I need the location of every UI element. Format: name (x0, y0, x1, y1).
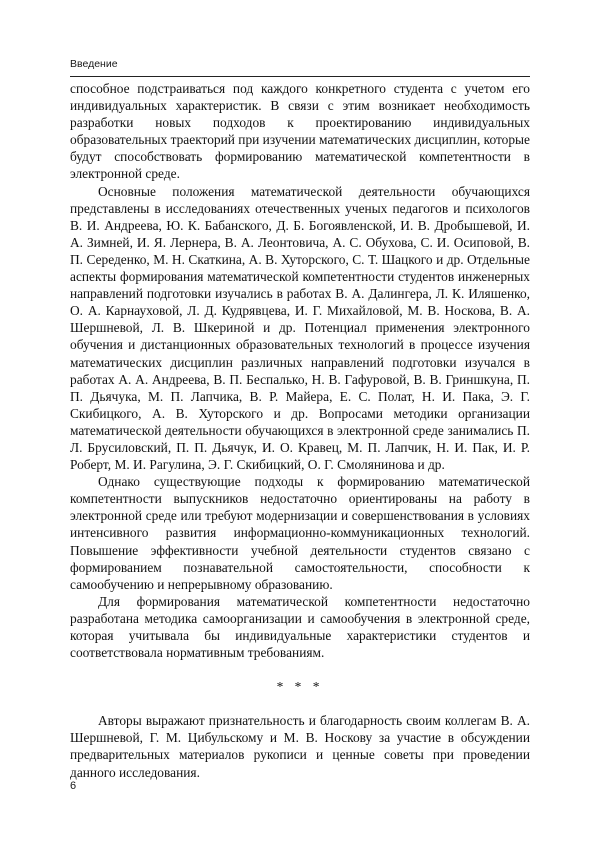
running-header: Введение (70, 58, 118, 70)
paragraph-methodology-gap: Для формирования математической компетентности недостаточно разработана методика самоорганизации и самообучения в электронной среде, которая учитывала бы индивидуальные характеристики студентов и соответствовала нормативным требованиям. (70, 593, 530, 661)
paragraph-acknowledgements: Авторы выражают признательность и благодарность своим коллегам В. А. Шершневой, Г. М. Цибульскому и М. В. Носкову за участие в обсуждении предварительных материалов рукописи и ценные советы при проведении данного исследования. (70, 713, 530, 780)
page-number: 6 (70, 780, 77, 792)
paragraph-continuation: способное подстраиваться под каждого конкретного студента с учетом его индивидуальных характеристик. В связи с этим возникает необходимость разработки новых подходов к проектированию индивидуальных образовательных траекторий при изучении математических дисциплин, которые будут способствовать формированию математической компетентности в электронной среде. (70, 81, 530, 182)
paragraph-research-overview: Основные положения математической деятельности обучающихся представлены в исследованиях отечественных ученых педагогов и психологов В. И. Андреева, Ю. К. Бабанского, Д. Б. Богоявленской, И. В. Дробышевой, И. А. Зимней, И. Я. Лернера, В. А. Леонтовича, А. С. Обухова, С. И. Осиповой, В. П. Середенко, М. Н. Скаткина, А. В. Хуторского, С. Т. Шацкого и др. Отдельные аспекты формирования математической компетентности студентов инженерных направлений подготовки изучались в работах В. А. Далингера, Л. К. Иляшенко, О. А. Карнауховой, Л. Д. Кудрявцева, И. Г. Михайловой, М. В. Носкова, В. А. Шершневой, Л. В. Шкериной и др. Потенциал применения электронного обучения и дистанционных образовательных технологий в процессе изучения математических дисциплин различных направлений подготовки изучался в работах А. А. Андреева, В. П. Беспалько, Н. В. Гафуровой, В. В. Гриншкуна, П. П. Дьячука, М. П. Лапчика, В. Р. Майера, Е. С. Полат, Н. И. Пака, Э. Г. Скибицкого, А. В. Хуторского и др. Вопросами методики организации математической деятельности обучающихся в электронной среде занимались П. Л. Брусиловский, П. П. Дьячук, И. О. Кравец, М. П. Лапчик, Н. И. Пак, И. Р. Роберт, М. И. Рагулина, Э. Г. Скибицкий, О. Г. Смолянинова и др. (70, 183, 530, 473)
paragraph-existing-approaches: Однако существующие подходы к формированию математической компетентности выпускников недостаточно ориентированы на работу в электронной среде или требуют модернизации и совершенствования в условиях интенсивного развития информационно-коммуникационных технологий. Повышение эффективности учебной деятельности студентов связано с формированием познавательной самостоятельности, способности к самообучению и непрерывному образованию. (70, 474, 530, 592)
main-text (70, 80, 530, 781)
section-separator: * * * (276, 679, 324, 695)
header-divider (70, 76, 530, 77)
